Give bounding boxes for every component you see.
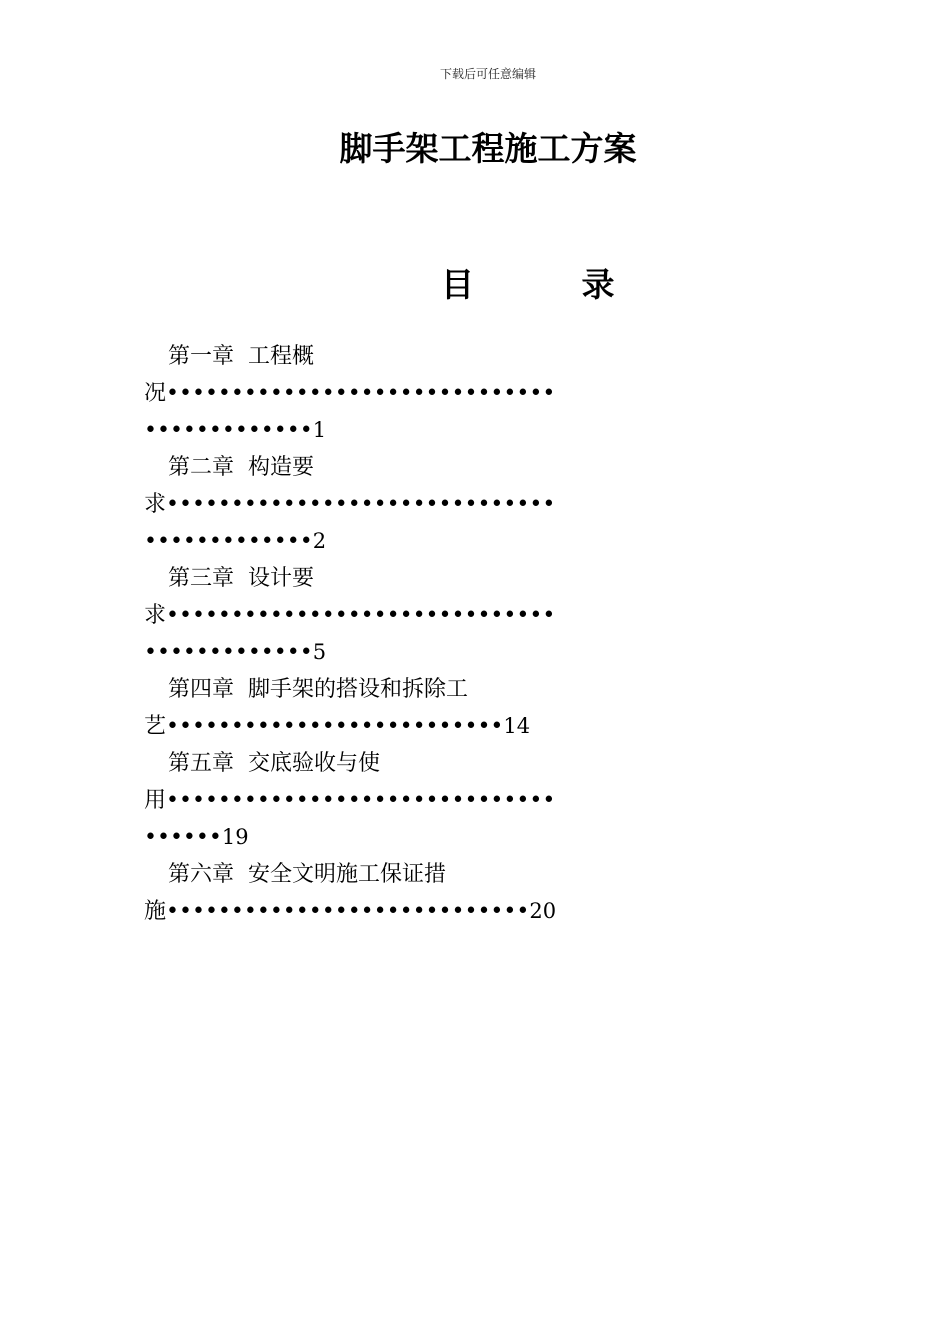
chapter-name-tail: 用 xyxy=(144,788,167,813)
chapter-number: 第五章 xyxy=(168,751,235,776)
toc-entry-leader-line xyxy=(144,375,824,412)
toc-entry-title-line xyxy=(144,449,824,486)
toc-entry-chapter-4[interactable] xyxy=(144,671,824,745)
dot-leader: •••••• xyxy=(144,825,222,850)
chapter-name-tail: 施 xyxy=(144,899,167,924)
toc-entry-page-line xyxy=(144,523,824,560)
toc-entry-leader-line xyxy=(144,708,824,745)
toc-entry-chapter-2[interactable] xyxy=(144,449,824,560)
toc-entry-page-line xyxy=(144,819,824,856)
toc-entry-title-line xyxy=(144,671,824,708)
dot-leader: •••••••••••••••••••••••••••••• xyxy=(166,492,556,517)
page-number: 2 xyxy=(312,529,327,553)
toc-entry-leader-line xyxy=(144,486,824,523)
chapter-name: 构造要 xyxy=(248,455,315,480)
page-number: 20 xyxy=(529,899,557,923)
dot-leader: •••••••••••••••••••••••••• xyxy=(166,714,504,739)
chapter-name: 设计要 xyxy=(248,566,315,591)
chapter-name: 交底验收与使 xyxy=(248,751,381,776)
toc-entry-chapter-1[interactable] xyxy=(144,338,824,449)
dot-leader: •••••••••••••••••••••••••••• xyxy=(166,899,530,924)
chapter-name-tail: 况 xyxy=(144,381,167,406)
toc-entry-leader-line xyxy=(144,782,824,819)
toc-entry-title-line xyxy=(144,856,824,893)
chapter-name: 安全文明施工保证措 xyxy=(248,862,447,887)
chapter-name: 工程概 xyxy=(248,344,315,369)
dot-leader: •••••••••••••••••••••••••••••• xyxy=(166,603,556,628)
toc-entry-leader-line xyxy=(144,597,824,634)
dot-leader: ••••••••••••• xyxy=(144,640,313,665)
dot-leader: •••••••••••••••••••••••••••••• xyxy=(166,381,556,406)
toc-entry-title-line xyxy=(144,745,824,782)
page-number: 1 xyxy=(312,418,327,442)
toc-heading: 目 录 xyxy=(441,265,663,304)
toc-entry-leader-line xyxy=(144,893,824,930)
toc-entry-page-line xyxy=(144,634,824,671)
chapter-name-tail: 求 xyxy=(144,603,167,628)
chapter-name-tail: 艺 xyxy=(144,714,167,739)
toc-entry-title-line xyxy=(144,560,824,597)
chapter-number: 第二章 xyxy=(168,455,235,480)
toc-entry-chapter-3[interactable] xyxy=(144,560,824,671)
toc-entry-page-line xyxy=(144,412,824,449)
dot-leader: ••••••••••••• xyxy=(144,529,313,554)
chapter-number: 第三章 xyxy=(168,566,235,591)
toc-entry-chapter-5[interactable] xyxy=(144,745,824,856)
chapter-name: 脚手架的搭设和拆除工 xyxy=(248,677,469,702)
toc-entry-title-line xyxy=(144,338,824,375)
page-number: 5 xyxy=(312,640,327,664)
page-number: 19 xyxy=(221,825,249,849)
chapter-number: 第四章 xyxy=(168,677,235,702)
document-title: 脚手架工程施工方案 xyxy=(339,129,637,168)
dot-leader: ••••••••••••• xyxy=(144,418,313,443)
header-note: 下载后可任意编辑 xyxy=(439,67,536,81)
dot-leader: •••••••••••••••••••••••••••••• xyxy=(166,788,556,813)
table-of-contents xyxy=(144,338,824,930)
chapter-number: 第一章 xyxy=(168,344,235,369)
toc-entry-chapter-6[interactable] xyxy=(144,856,824,930)
page-number: 14 xyxy=(503,714,531,738)
chapter-name-tail: 求 xyxy=(144,492,167,517)
chapter-number: 第六章 xyxy=(168,862,235,887)
